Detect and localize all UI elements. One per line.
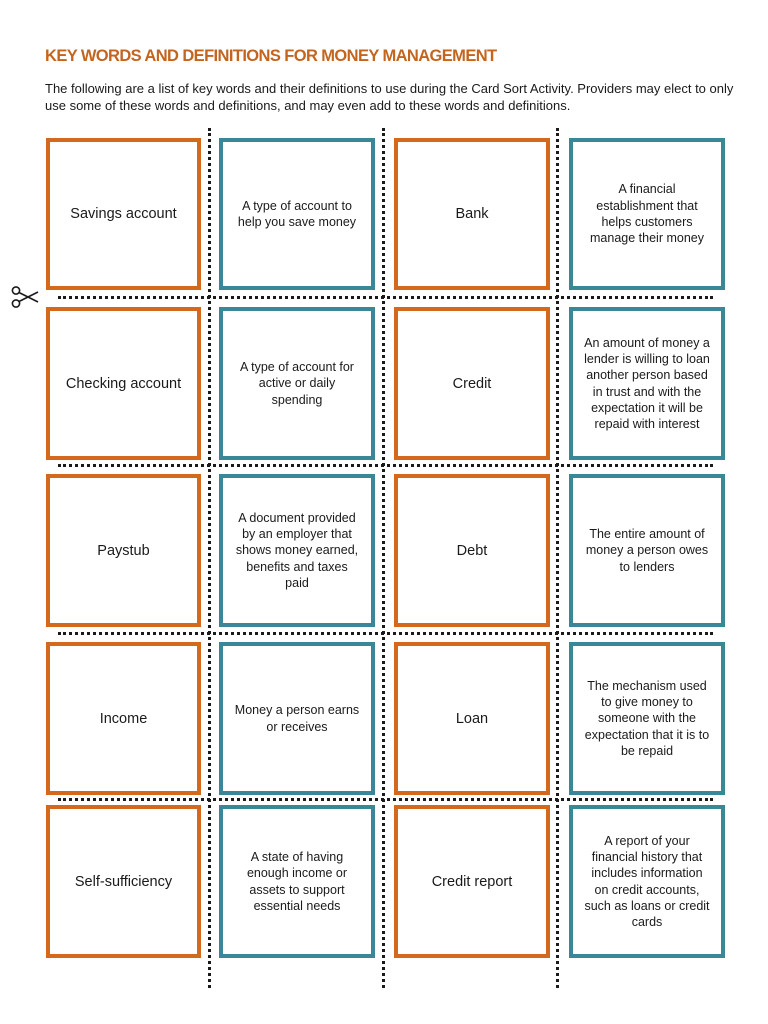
term-card: Bank [394, 138, 550, 290]
definition-card: The entire amount of money a person owes to lenders [569, 474, 725, 627]
term-card: Debt [394, 474, 550, 627]
definition-card: Money a person earns or receives [219, 642, 375, 795]
term-card: Loan [394, 642, 550, 795]
vertical-cut-line [556, 128, 559, 988]
definition-card: A type of account to help you save money [219, 138, 375, 290]
term-card: Credit [394, 307, 550, 460]
horizontal-cut-line [58, 296, 713, 299]
horizontal-cut-line [58, 632, 713, 635]
term-card: Income [46, 642, 201, 795]
term-card: Checking account [46, 307, 201, 460]
definition-card: The mechanism used to give money to someone with the expectation that it is to be repaid [569, 642, 725, 795]
definition-card: A state of having enough income or assets to support essential needs [219, 805, 375, 958]
definition-card: A report of your financial history that includes information on credit accounts, such as loans or credit cards [569, 805, 725, 958]
scissors-icon [10, 285, 40, 309]
definition-card: A document provided by an employer that shows money earned, benefits and taxes paid [219, 474, 375, 627]
horizontal-cut-line [58, 798, 713, 801]
term-card: Credit report [394, 805, 550, 958]
vertical-cut-line [208, 128, 211, 988]
term-card: Savings account [46, 138, 201, 290]
definition-card: An amount of money a lender is willing to loan another person based in trust and with the expectation it will be repaid with interest [569, 307, 725, 460]
horizontal-cut-line [58, 464, 713, 467]
vertical-cut-line [382, 128, 385, 988]
definition-card: A financial establishment that helps customers manage their money [569, 138, 725, 290]
intro-paragraph: The following are a list of key words and their definitions to use during the Card Sort Activity. Providers may elect to only use some of these words and definitions, and may even add to these words and definitions. [45, 81, 734, 113]
definition-card: A type of account for active or daily spending [219, 307, 375, 460]
page-title: KEY WORDS AND DEFINITIONS FOR MONEY MANAGEMENT [45, 47, 497, 65]
term-card: Self-sufficiency [46, 805, 201, 958]
term-card: Paystub [46, 474, 201, 627]
